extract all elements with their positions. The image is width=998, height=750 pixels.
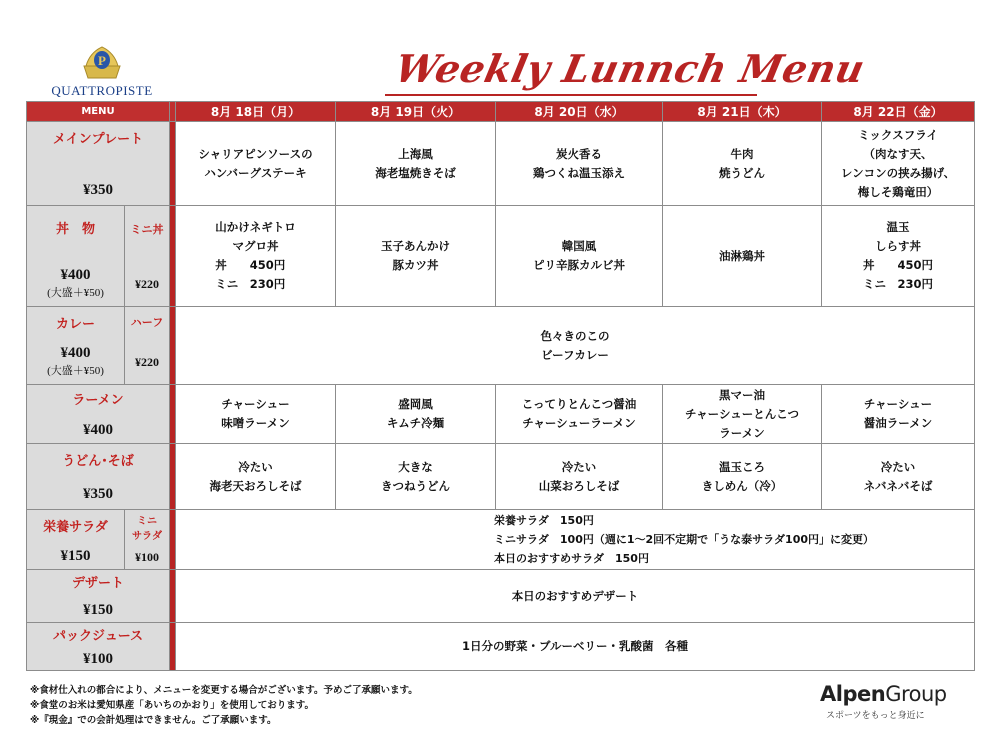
cell-line: ハンバーグステーキ	[204, 165, 307, 180]
row-curry	[27, 307, 975, 385]
category-juice	[27, 623, 170, 671]
menu-cell-mon	[176, 122, 336, 206]
day-header-fri: 8月 22日（金）	[822, 102, 975, 122]
cell-line: 豚カツ丼	[392, 258, 439, 272]
category-salad	[27, 510, 125, 570]
cell-line: 栄養サラダ 150円	[494, 514, 594, 527]
menu-cell-salad-week	[176, 510, 975, 570]
category-name: デザート	[71, 576, 124, 591]
subcategory-name: ハーフ	[130, 316, 164, 329]
cell-line: ラーメン	[719, 425, 765, 440]
cell-line: ビーフカレー	[541, 347, 609, 362]
menu-cell-fri	[822, 206, 975, 307]
day-header-thu: 8月 21日（木）	[663, 102, 822, 122]
cell-line: 醤油ラーメン	[863, 416, 933, 430]
menu-cell-wed	[496, 122, 663, 206]
day-header-tue: 8月 19日（火）	[336, 102, 496, 122]
cell-line: 冷たい	[880, 459, 916, 474]
title-underline	[385, 94, 757, 96]
footer-notes	[30, 683, 418, 728]
menu-cell-wed	[496, 444, 663, 510]
logo	[34, 44, 170, 100]
cell-line: 玉子あんかけ	[381, 239, 450, 253]
menu-cell-mon	[176, 385, 336, 444]
category-price: ¥350	[83, 182, 113, 198]
subcategory-line: ミニ	[137, 516, 157, 527]
menu-cell-tue	[336, 385, 496, 444]
page-title: Weekly Lunnch Menu	[391, 46, 869, 91]
cell-line: ネバネバそば	[863, 478, 933, 493]
menu-cell-thu	[663, 122, 822, 206]
footer-note: ※食堂のお米は愛知県産「あいちのかおり」を使用しております。	[30, 700, 314, 711]
subcategory-mini-salad	[125, 510, 170, 570]
category-name: 丼 物	[55, 222, 95, 237]
subcategory-name: ミニ丼	[130, 223, 164, 236]
price-value: ¥400	[60, 345, 91, 361]
cell-line: こってりとんこつ醤油	[521, 397, 637, 411]
cell-block	[863, 218, 933, 294]
category-price: ¥100	[83, 651, 113, 667]
category-name: 栄養サラダ	[43, 520, 108, 535]
footer-note: ※食材仕入れの都合により、メニューを変更する場合がございます。予めご了承願います。	[30, 685, 418, 696]
cell-line: 盛岡風	[398, 397, 433, 411]
cell-line: ピリ辛豚カルビ丼	[533, 258, 625, 272]
cell-line: 海老塩焼きそば	[375, 165, 456, 180]
cell-line: 韓国風	[561, 239, 597, 253]
menu-cell-wed	[496, 206, 663, 307]
row-juice	[27, 623, 975, 671]
cell-line: 本日のおすすめサラダ 150円	[494, 552, 649, 565]
cell-line: 温玉	[886, 220, 910, 234]
brand-tagline: スポーツをもっと身近に	[826, 711, 925, 721]
category-price	[27, 267, 124, 300]
day-header-wed: 8月 20日（水）	[496, 102, 663, 122]
category-name: カレー	[55, 317, 95, 332]
category-price: ¥150	[83, 602, 113, 618]
menu-cell-thu	[663, 206, 822, 307]
cell-line: きしめん（冷）	[701, 478, 783, 493]
category-name: ラーメン	[72, 393, 124, 408]
cell-line: 山かけネギトロ	[215, 220, 296, 234]
menu-cell-tue	[336, 206, 496, 307]
menu-cell-dessert-week: 本日のおすすめデザート	[176, 570, 975, 623]
cell-line: 色々きのこの	[540, 328, 610, 343]
row-ramen	[27, 385, 975, 444]
day-header-mon: 8月 18日（月）	[176, 102, 336, 122]
category-price: ¥400	[83, 422, 113, 438]
price-note: (大盛＋¥50)	[47, 287, 104, 299]
menu-cell-thu	[663, 444, 822, 510]
cell-line: ミニサラダ 100円（週に1～2回不定期で「うな泰サラダ100円」に変更）	[494, 533, 875, 546]
category-price: ¥150	[60, 548, 91, 564]
subcategory-price: ¥100	[135, 550, 159, 564]
menu-cell-mon	[176, 206, 336, 307]
menu-cell-juice-week: 1日分の野菜・ブルーベリー・乳酸菌 各種	[176, 623, 975, 671]
svg-text:P: P	[98, 53, 106, 68]
cell-line: レンコンの挟み揚げ、	[840, 165, 956, 180]
cell-line: チャーシューラーメン	[522, 416, 636, 430]
category-name: メインプレート	[52, 132, 144, 147]
cell-line: 丼 450円	[215, 258, 286, 272]
price-value: ¥400	[60, 267, 91, 283]
cell-line: 温玉ころ	[719, 459, 765, 474]
cell-line: 大きな	[398, 459, 433, 474]
category-ramen	[27, 385, 170, 444]
subcategory-name	[125, 514, 169, 544]
category-udon-soba	[27, 444, 170, 510]
subcategory-price: ¥220	[135, 277, 159, 291]
menu-cell-curry-week	[176, 307, 975, 385]
cell-line: しらす丼	[874, 239, 921, 253]
menu-cell-wed	[496, 385, 663, 444]
cell-line: シャリアピンソースの	[198, 146, 313, 161]
cell-line: 炭火香る	[556, 146, 602, 161]
category-don	[27, 206, 125, 307]
row-dessert	[27, 570, 975, 623]
cell-line: 冷たい	[561, 459, 597, 474]
cell-line: マグロ丼	[232, 239, 279, 253]
crown-emblem-icon	[80, 44, 124, 82]
menu-cell-mon	[176, 444, 336, 510]
cell-line: 梅しそ鶏竜田）	[857, 184, 939, 199]
menu-cell-fri	[822, 122, 975, 206]
cell-line: 山菜おろしそば	[538, 478, 620, 493]
row-udon-soba	[27, 444, 975, 510]
logo-text: QUATTROPISTE	[51, 83, 153, 98]
footer-note: ※『現金』での会計処理はできません。ご了承願います。	[30, 715, 277, 726]
cell-line: 焼うどん	[719, 165, 765, 180]
category-name: うどん･そば	[62, 454, 134, 469]
cell-line: ミニ 230円	[862, 277, 933, 291]
header-row	[27, 102, 975, 122]
cell-line: 海老天おろしそば	[209, 478, 302, 493]
menu-cell-tue	[336, 122, 496, 206]
cell-line: 鶏つくね温玉添え	[533, 165, 625, 180]
menu-cell-fri	[822, 444, 975, 510]
cell-line: ミックスフライ	[858, 127, 938, 142]
brand-name-rest: Group	[885, 682, 947, 706]
cell-line: きつねうどん	[381, 478, 450, 493]
category-main-plate	[27, 122, 170, 206]
menu-cell-fri	[822, 385, 975, 444]
brand-name-bold: Alpen	[820, 682, 886, 706]
cell-line: チャーシュー	[863, 397, 933, 411]
cell-block	[215, 218, 296, 294]
menu-cell-tue	[336, 444, 496, 510]
weekly-menu-table	[26, 101, 975, 671]
category-price: ¥350	[83, 486, 113, 502]
cell-line: 丼 450円	[862, 258, 933, 272]
cell-line: 冷たい	[238, 459, 273, 474]
cell-line: チャーシュー	[221, 397, 290, 411]
row-salad	[27, 510, 975, 570]
cell-line: 上海風	[398, 146, 433, 161]
menu-cell-thu	[663, 385, 822, 444]
row-main-plate	[27, 122, 975, 206]
category-curry	[27, 307, 125, 385]
cell-line: ミニ 230円	[215, 277, 286, 291]
cell-line: 黒マー油	[719, 387, 765, 402]
subcategory-half-curry	[125, 307, 170, 385]
category-name: パックジュース	[52, 629, 144, 644]
subcategory-price: ¥220	[135, 355, 159, 369]
cell-line: チャーシューとんこつ	[685, 406, 799, 421]
subcategory-line: サラダ	[132, 531, 162, 542]
cell-line: 牛肉	[730, 146, 754, 161]
menu-column-header: MENU	[27, 102, 170, 122]
cell-line: （肉なす天、	[863, 146, 933, 161]
cell-line: 油淋鶏丼	[719, 248, 765, 263]
category-dessert	[27, 570, 170, 623]
price-note: (大盛＋¥50)	[47, 365, 104, 377]
category-price	[27, 345, 124, 378]
cell-line: キムチ冷麺	[386, 416, 445, 430]
subcategory-mini-don	[125, 206, 170, 307]
brand-name	[820, 682, 947, 706]
cell-line: 味噌ラーメン	[221, 416, 290, 430]
alpen-group-logo	[820, 682, 947, 721]
row-don	[27, 206, 975, 307]
